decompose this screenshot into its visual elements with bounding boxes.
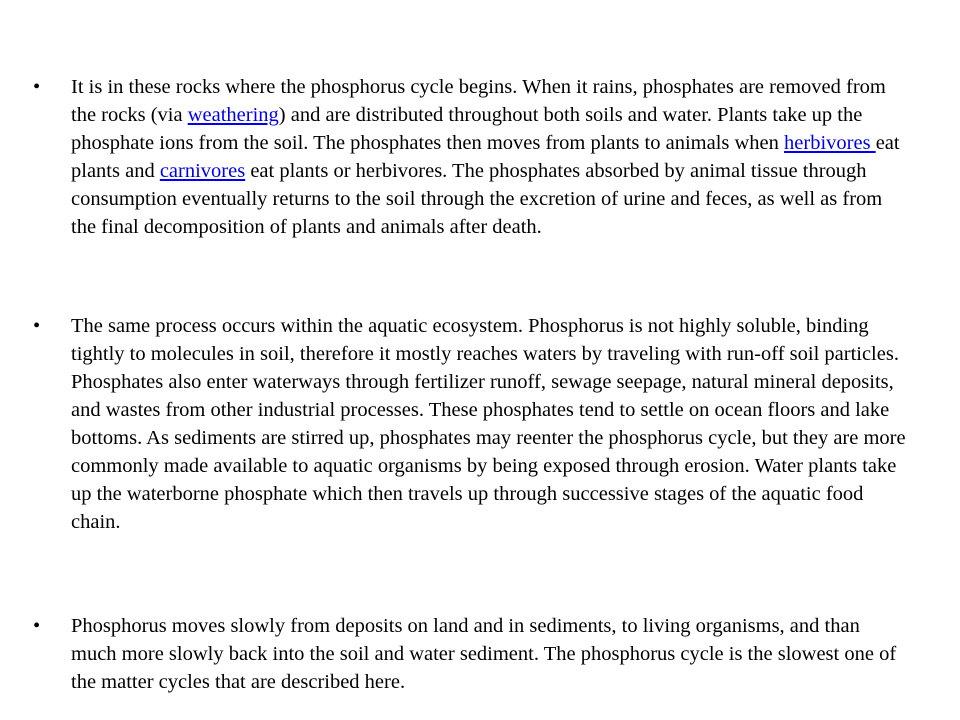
bullet-text-segment: It is in these rocks where the phosphorus cycle begins. When it rains, phosphates are removed from the rocks (via (71, 76, 886, 126)
bullet-dot: • (33, 615, 41, 637)
weathering-link[interactable]: weathering (187, 104, 279, 126)
carnivores-link[interactable]: carnivores (159, 160, 246, 182)
bullet-text-segment: ) and are distributed throughout both soils and water. Plants take up the phosphate ions from the soil. The phosphates then moves from plants to animals when (71, 104, 863, 154)
bullet-text-aquatic: The same process occurs within the aquatic ecosystem. Phosphorus is not highly soluble, binding tightly to molecules in soil, therefore it mostly reaches waters by traveling with run-off soil particles. Phosphates also enter waterways through fertilizer runoff, sewage seepage, natural mineral deposits, and wastes from other industrial processes. These phosphates tend to settle on ocean floors and lake bottoms. As sediments are stirred up, phosphates may reenter the phosphorus cycle, but they are more commonly made available to aquatic organisms by being exposed through erosion. Water plants take up the waterborne phosphate which then travels up through successive stages of the aquatic food chain. (71, 315, 906, 533)
bullet-dot: • (33, 76, 41, 98)
herbivores-link[interactable]: herbivores (784, 132, 876, 154)
bullet-dot: • (33, 315, 41, 337)
bullet-text-rocks (71, 73, 907, 241)
bullet-text-segment: eat plants or herbivores. The phosphates absorbed by animal tissue through consumption eventually returns to the soil through the excretion of urine and feces, as well as from the final decomposition of plants and animals after death. (71, 160, 883, 238)
bullet-text-slow-cycle: Phosphorus moves slowly from deposits on land and in sediments, to living organisms, and than much more slowly back into the soil and water sediment. The phosphorus cycle is the slowest one of the matter cycles that are described here. (71, 615, 897, 693)
bullet-text-segment: eat plants and (71, 132, 900, 182)
